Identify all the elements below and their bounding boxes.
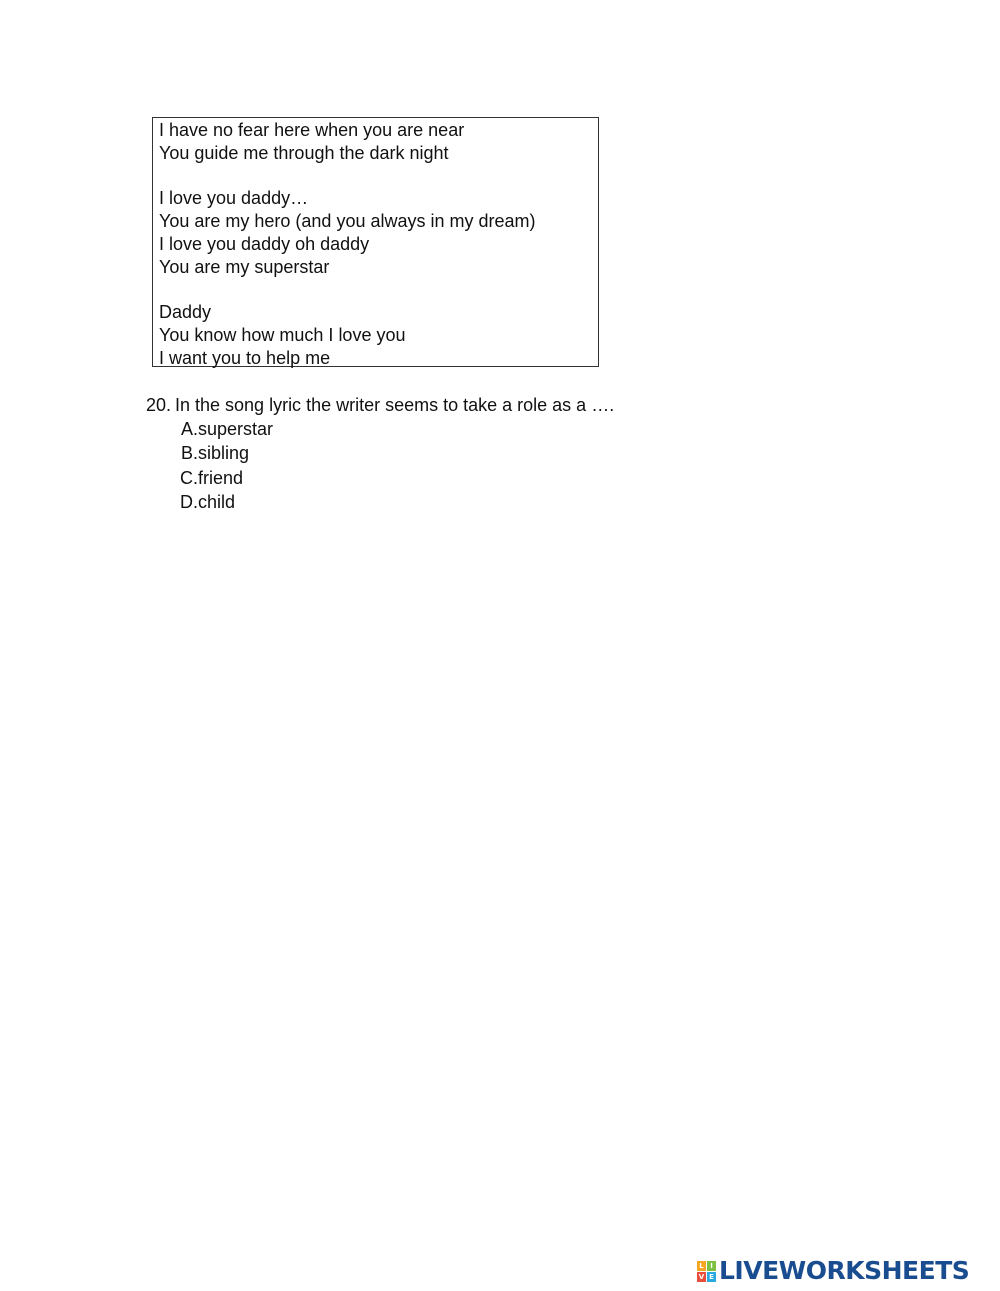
logo-block-l: L <box>697 1261 706 1271</box>
answer-options <box>174 417 273 514</box>
option-c[interactable] <box>174 466 273 490</box>
logo-block-i: I <box>707 1261 716 1271</box>
question-text: In the song lyric the writer seems to take a role as a …. <box>175 395 615 415</box>
lyric-blank-line <box>159 279 598 302</box>
option-text: superstar <box>198 419 274 439</box>
lyrics-box <box>152 117 599 367</box>
lyric-line: You are my hero (and you always in my dream) <box>159 211 536 232</box>
lyric-line: I want you to help me <box>159 347 331 368</box>
logo-text: LIVEWORKSHEETS <box>719 1256 970 1285</box>
lyric-blank-line <box>159 165 598 188</box>
liveworksheets-logo <box>697 1256 969 1286</box>
lyric-line: You guide me through the dark night <box>159 142 449 163</box>
lyric-line: Daddy <box>159 302 212 323</box>
option-d[interactable] <box>174 490 273 514</box>
lyric-line: You are my superstar <box>159 256 330 277</box>
option-letter: A. <box>180 419 198 439</box>
option-letter: C. <box>180 467 198 488</box>
lyric-line: I love you daddy… <box>159 188 309 209</box>
logo-blocks-icon <box>697 1261 716 1282</box>
lyric-line: You know how much I love you <box>159 325 406 346</box>
option-a[interactable] <box>174 417 273 441</box>
option-b[interactable] <box>174 441 273 465</box>
option-text: child <box>198 491 236 512</box>
question-20 <box>146 393 614 417</box>
option-text: sibling <box>198 443 250 464</box>
lyric-line: I love you daddy oh daddy <box>159 233 370 254</box>
lyric-line: I have no fear here when you are near <box>159 120 465 140</box>
logo-block-v: V <box>698 1272 705 1281</box>
option-letter: B. <box>180 443 198 464</box>
option-text: friend <box>198 467 244 488</box>
question-number: 20. <box>146 395 172 415</box>
logo-block-e: E <box>707 1272 716 1282</box>
option-letter: D. <box>180 491 198 512</box>
